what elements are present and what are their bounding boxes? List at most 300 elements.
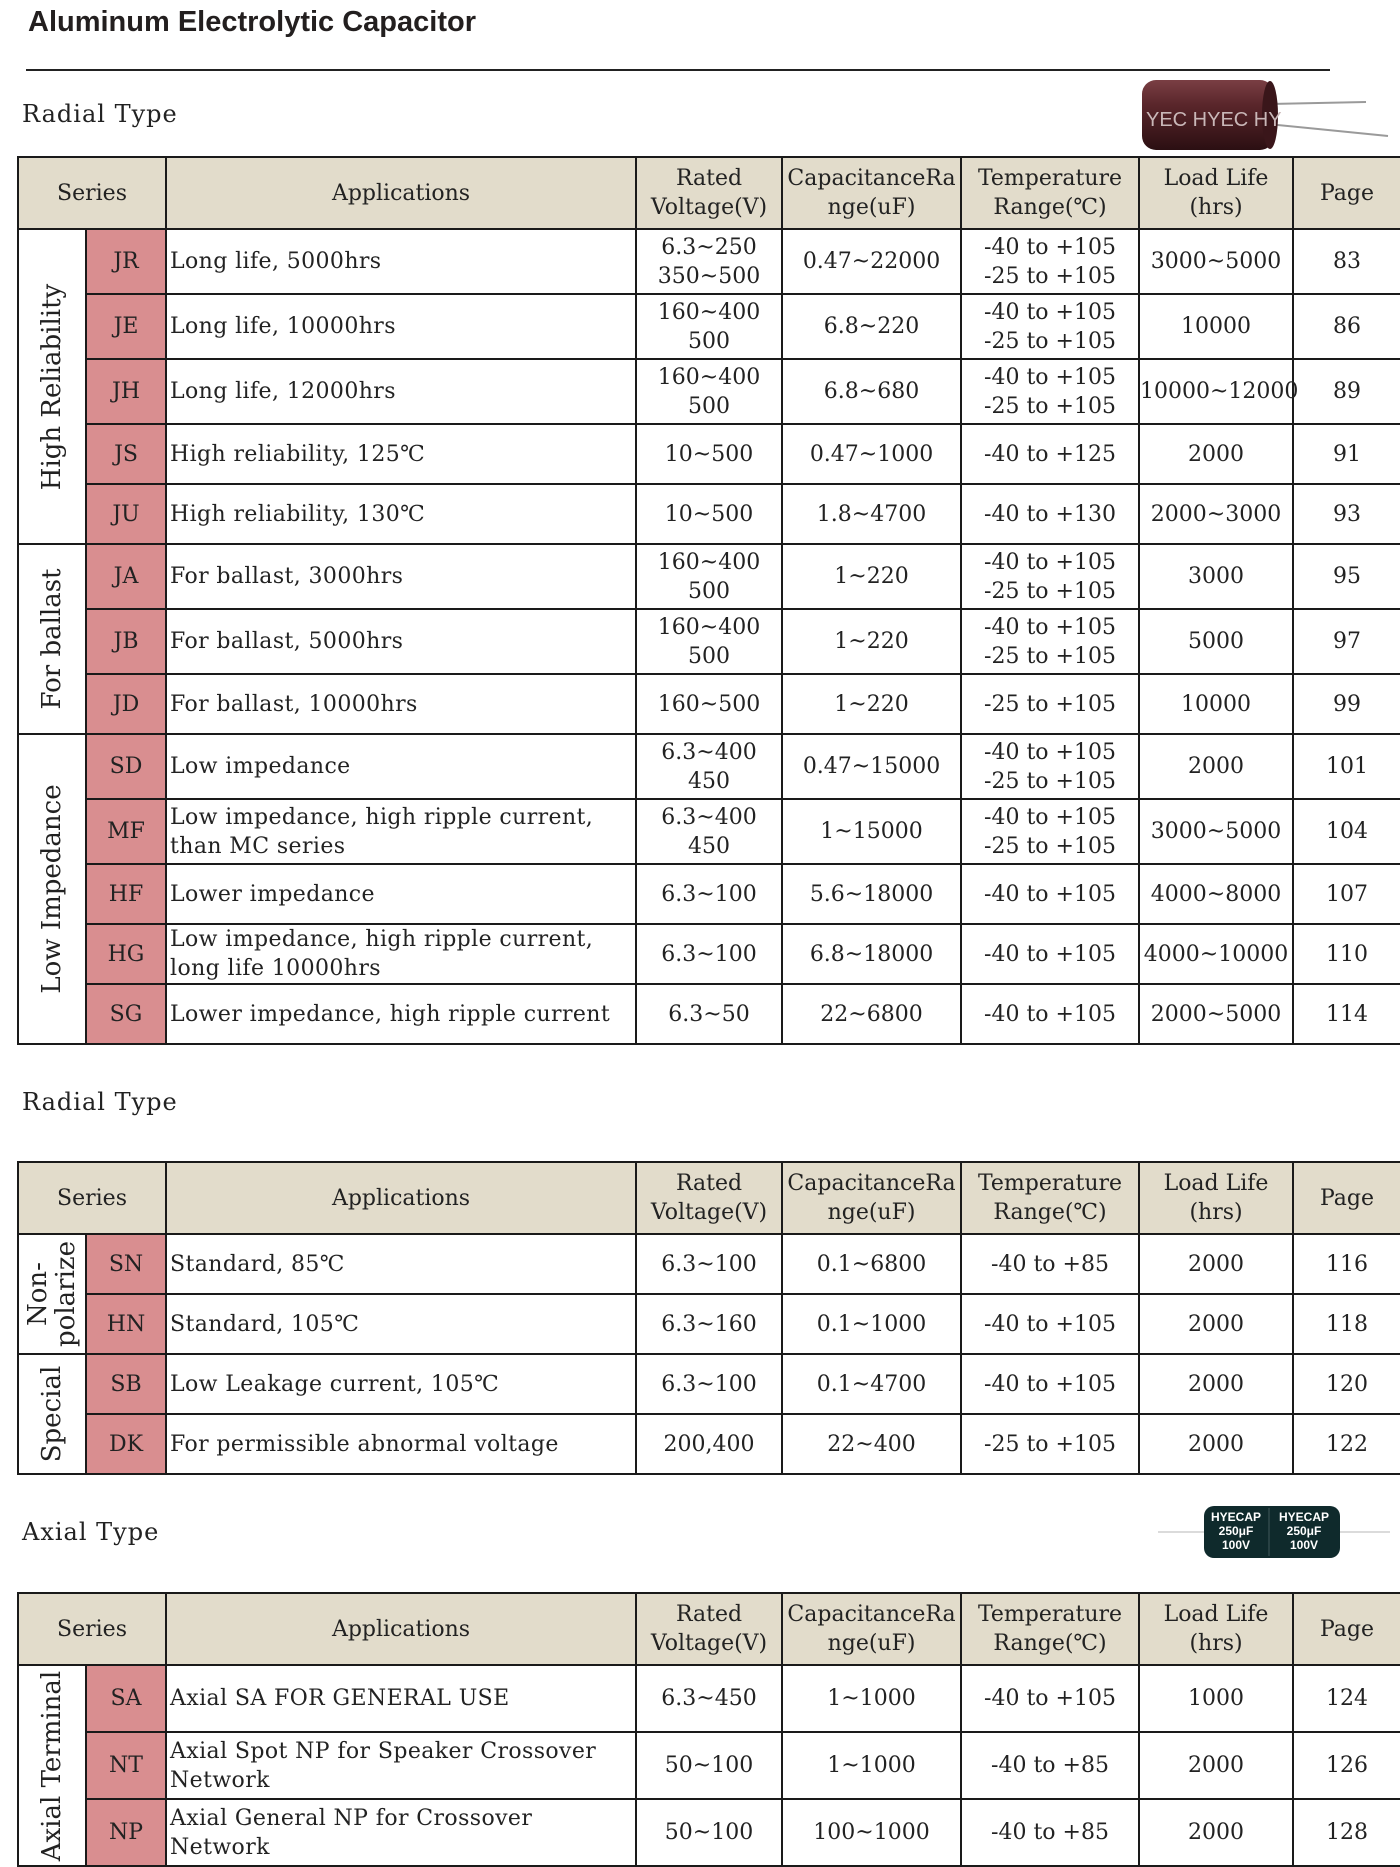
rated-voltage-line: 6.3~450 bbox=[661, 1686, 757, 1711]
header-temperature bbox=[961, 1593, 1139, 1665]
temperature-cell bbox=[961, 674, 1139, 734]
rated-voltage-line: 6.3~100 bbox=[661, 941, 757, 967]
temperature-line: -40 to +125 bbox=[984, 441, 1116, 467]
application-line: Long life, 5000hrs bbox=[170, 249, 382, 274]
load-life-cell: 2000 bbox=[1139, 1234, 1293, 1294]
series-code: DK bbox=[86, 1414, 166, 1474]
table-row bbox=[18, 924, 1400, 984]
header-row bbox=[18, 1593, 1400, 1665]
spec-table-1 bbox=[17, 156, 1400, 1045]
group-label: For ballast bbox=[37, 568, 67, 710]
application-line: For permissible abnormal voltage bbox=[170, 1431, 559, 1457]
header-capacitance-line: nge(uF) bbox=[827, 1631, 916, 1656]
axial-print-2-cap: 250μF bbox=[1286, 1524, 1322, 1538]
rated-voltage-cell bbox=[636, 1414, 782, 1474]
temperature-line: -25 to +105 bbox=[984, 1431, 1116, 1457]
series-code: JD bbox=[86, 674, 166, 734]
table-row bbox=[18, 359, 1400, 424]
header-load-life-line: (hrs) bbox=[1189, 195, 1243, 220]
temperature-cell bbox=[961, 1234, 1139, 1294]
series-code: SB bbox=[86, 1354, 166, 1414]
header-rated-voltage-line: Rated bbox=[675, 1602, 743, 1627]
rated-voltage-cell bbox=[636, 1665, 782, 1732]
temperature-line: -25 to +105 bbox=[984, 328, 1116, 354]
page-number-cell: 97 bbox=[1293, 609, 1400, 674]
page-number-cell: 118 bbox=[1293, 1294, 1400, 1354]
axial-capacitor-image bbox=[1158, 1502, 1390, 1562]
header-load-life bbox=[1139, 157, 1293, 229]
rated-voltage-line: 6.3~50 bbox=[668, 1001, 750, 1027]
header-load-life-line: Load Life bbox=[1163, 1171, 1269, 1196]
rated-voltage-line: 160~500 bbox=[657, 691, 761, 717]
application-line: Low impedance bbox=[170, 754, 351, 779]
rated-voltage-line: 500 bbox=[688, 393, 731, 419]
rated-voltage-line: 500 bbox=[688, 643, 731, 669]
header-page: Page bbox=[1293, 1593, 1400, 1665]
table-row bbox=[18, 734, 1400, 799]
group-label: Low Impedance bbox=[37, 784, 67, 994]
spec-table-3 bbox=[17, 1592, 1400, 1867]
group-label-cell bbox=[18, 1665, 86, 1866]
temperature-line: -25 to +105 bbox=[984, 691, 1116, 717]
header-load-life bbox=[1139, 1593, 1293, 1665]
page-number-cell: 86 bbox=[1293, 294, 1400, 359]
rated-voltage-cell bbox=[636, 924, 782, 984]
temperature-cell bbox=[961, 1799, 1139, 1866]
series-code: JU bbox=[86, 484, 166, 544]
page-number-cell: 104 bbox=[1293, 799, 1400, 864]
temperature-cell bbox=[961, 1665, 1139, 1732]
temperature-line: -40 to +105 bbox=[984, 1001, 1116, 1027]
temperature-line: -25 to +105 bbox=[984, 768, 1116, 794]
load-life-cell: 4000~10000 bbox=[1139, 924, 1293, 984]
capacitance-cell: 0.1~1000 bbox=[782, 1294, 961, 1354]
header-row bbox=[18, 157, 1400, 229]
series-code: SA bbox=[86, 1665, 166, 1732]
header-load-life-line: (hrs) bbox=[1189, 1631, 1243, 1656]
header-temperature-line: Temperature bbox=[977, 166, 1123, 191]
series-code: NP bbox=[86, 1799, 166, 1866]
temperature-line: -40 to +105 bbox=[984, 881, 1116, 907]
group-label-cell bbox=[18, 544, 86, 734]
temperature-cell bbox=[961, 734, 1139, 799]
load-life-cell: 2000 bbox=[1139, 424, 1293, 484]
page-number-cell: 89 bbox=[1293, 359, 1400, 424]
load-life-cell: 2000~3000 bbox=[1139, 484, 1293, 544]
page-number-cell: 110 bbox=[1293, 924, 1400, 984]
capacitance-cell: 22~6800 bbox=[782, 984, 961, 1044]
application-cell bbox=[166, 359, 636, 424]
group-label: Special bbox=[37, 1365, 67, 1463]
table-row bbox=[18, 424, 1400, 484]
temperature-line: -40 to +130 bbox=[984, 501, 1116, 527]
series-code: JE bbox=[86, 294, 166, 359]
series-code: SD bbox=[86, 734, 166, 799]
section-title-radial-2: Radial Type bbox=[22, 1088, 178, 1116]
load-life-cell: 3000 bbox=[1139, 544, 1293, 609]
axial-print-1-volt: 100V bbox=[1221, 1538, 1251, 1552]
page-number-cell: 128 bbox=[1293, 1799, 1400, 1866]
header-temperature-line: Range(℃) bbox=[993, 195, 1107, 220]
application-cell bbox=[166, 229, 636, 294]
load-life-cell: 2000 bbox=[1139, 1294, 1293, 1354]
page-number-cell: 91 bbox=[1293, 424, 1400, 484]
header-temperature-line: Range(℃) bbox=[993, 1200, 1107, 1225]
header-rated-voltage bbox=[636, 157, 782, 229]
header-temperature bbox=[961, 1162, 1139, 1234]
rated-voltage-cell bbox=[636, 544, 782, 609]
application-line: High reliability, 130℃ bbox=[170, 501, 426, 527]
table-row bbox=[18, 1354, 1400, 1414]
rated-voltage-cell bbox=[636, 1799, 782, 1866]
header-capacitance bbox=[782, 157, 961, 229]
load-life-cell: 2000 bbox=[1139, 734, 1293, 799]
series-code: SG bbox=[86, 984, 166, 1044]
page-number-cell: 107 bbox=[1293, 864, 1400, 924]
temperature-line: -25 to +105 bbox=[984, 578, 1116, 604]
application-cell bbox=[166, 1732, 636, 1799]
temperature-cell bbox=[961, 229, 1139, 294]
application-line: Low impedance, high ripple current, bbox=[170, 927, 594, 952]
application-cell bbox=[166, 294, 636, 359]
rated-voltage-line: 160~400 bbox=[657, 614, 761, 640]
application-line: Axial SA FOR GENERAL USE bbox=[170, 1686, 510, 1711]
application-cell bbox=[166, 924, 636, 984]
header-capacitance-line: CapacitanceRa bbox=[787, 166, 956, 191]
capacitance-cell: 100~1000 bbox=[782, 1799, 961, 1866]
capacitance-cell: 22~400 bbox=[782, 1414, 961, 1474]
capacitance-cell: 5.6~18000 bbox=[782, 864, 961, 924]
application-cell bbox=[166, 609, 636, 674]
application-line: Lower impedance, high ripple current bbox=[170, 1001, 611, 1027]
header-temperature bbox=[961, 157, 1139, 229]
capacitance-cell: 1~220 bbox=[782, 674, 961, 734]
rated-voltage-line: 6.3~400 bbox=[661, 804, 757, 830]
series-code: JR bbox=[86, 229, 166, 294]
rated-voltage-line: 6.3~250 bbox=[661, 234, 757, 260]
page-number-cell: 99 bbox=[1293, 674, 1400, 734]
page-number-cell: 124 bbox=[1293, 1665, 1400, 1732]
temperature-line: -40 to +105 bbox=[984, 1371, 1116, 1397]
header-capacitance-line: nge(uF) bbox=[827, 195, 916, 220]
rated-voltage-cell bbox=[636, 359, 782, 424]
load-life-cell: 2000 bbox=[1139, 1732, 1293, 1799]
rated-voltage-line: 50~100 bbox=[664, 1820, 754, 1845]
header-capacitance bbox=[782, 1593, 961, 1665]
application-cell bbox=[166, 1799, 636, 1866]
title-divider bbox=[26, 69, 1330, 71]
temperature-line: -25 to +105 bbox=[984, 263, 1116, 289]
temperature-cell bbox=[961, 484, 1139, 544]
temperature-line: -40 to +85 bbox=[991, 1753, 1109, 1778]
load-life-cell: 3000~5000 bbox=[1139, 799, 1293, 864]
rated-voltage-cell bbox=[636, 229, 782, 294]
load-life-cell: 10000 bbox=[1139, 674, 1293, 734]
load-life-cell: 3000~5000 bbox=[1139, 229, 1293, 294]
header-temperature-line: Temperature bbox=[977, 1171, 1123, 1196]
table-row bbox=[18, 229, 1400, 294]
load-life-cell: 2000 bbox=[1139, 1414, 1293, 1474]
temperature-cell bbox=[961, 924, 1139, 984]
page-number-cell: 114 bbox=[1293, 984, 1400, 1044]
header-capacitance-line: CapacitanceRa bbox=[787, 1602, 956, 1627]
temperature-line: -40 to +105 bbox=[984, 234, 1116, 260]
group-label: Non- polarize bbox=[23, 1241, 81, 1347]
rated-voltage-line: 6.3~160 bbox=[661, 1311, 757, 1337]
header-capacitance-line: CapacitanceRa bbox=[787, 1171, 956, 1196]
load-life-cell: 4000~8000 bbox=[1139, 864, 1293, 924]
page-number-cell: 116 bbox=[1293, 1234, 1400, 1294]
header-series: Series bbox=[18, 157, 166, 229]
table-row bbox=[18, 984, 1400, 1044]
header-applications: Applications bbox=[166, 1593, 636, 1665]
table-row bbox=[18, 799, 1400, 864]
radial-capacitor-image bbox=[1138, 76, 1398, 154]
series-code: JB bbox=[86, 609, 166, 674]
load-life-cell: 2000 bbox=[1139, 1799, 1293, 1866]
load-life-cell: 2000 bbox=[1139, 1354, 1293, 1414]
capacitance-cell: 6.8~680 bbox=[782, 359, 961, 424]
table-row bbox=[18, 1665, 1400, 1732]
application-line: For ballast, 5000hrs bbox=[170, 629, 404, 654]
rated-voltage-cell bbox=[636, 984, 782, 1044]
capacitance-cell: 1~1000 bbox=[782, 1732, 961, 1799]
temperature-line: -40 to +105 bbox=[984, 364, 1116, 390]
header-load-life-line: (hrs) bbox=[1189, 1200, 1243, 1225]
temperature-cell bbox=[961, 1732, 1139, 1799]
header-rated-voltage-line: Rated bbox=[675, 1171, 743, 1196]
header-temperature-line: Range(℃) bbox=[993, 1631, 1107, 1656]
load-life-cell: 10000 bbox=[1139, 294, 1293, 359]
series-code: SN bbox=[86, 1234, 166, 1294]
table-row bbox=[18, 544, 1400, 609]
capacitance-cell: 6.8~18000 bbox=[782, 924, 961, 984]
temperature-line: -25 to +105 bbox=[984, 393, 1116, 419]
capacitance-cell: 0.47~1000 bbox=[782, 424, 961, 484]
temperature-line: -40 to +105 bbox=[984, 739, 1116, 765]
application-line: Network bbox=[170, 1767, 270, 1793]
application-cell bbox=[166, 544, 636, 609]
application-line: High reliability, 125℃ bbox=[170, 441, 426, 467]
application-line: For ballast, 10000hrs bbox=[170, 691, 418, 717]
rated-voltage-line: 10~500 bbox=[664, 501, 754, 527]
header-rated-voltage-line: Voltage(V) bbox=[650, 195, 768, 220]
application-cell bbox=[166, 1354, 636, 1414]
section-title-axial: Axial Type bbox=[22, 1518, 160, 1546]
section-title-radial-1: Radial Type bbox=[22, 100, 178, 128]
rated-voltage-line: 350~500 bbox=[657, 263, 761, 289]
application-line: For ballast, 3000hrs bbox=[170, 564, 404, 589]
axial-print-2-volt: 100V bbox=[1289, 1538, 1319, 1552]
application-line: Low impedance, high ripple current, bbox=[170, 804, 594, 830]
rated-voltage-line: 6.3~100 bbox=[661, 1371, 757, 1397]
page-number-cell: 101 bbox=[1293, 734, 1400, 799]
rated-voltage-cell bbox=[636, 1294, 782, 1354]
rated-voltage-cell bbox=[636, 864, 782, 924]
header-row bbox=[18, 1162, 1400, 1234]
radial-capacitor-print: YEC HYEC HY bbox=[1146, 109, 1282, 131]
group-label: Axial Terminal bbox=[37, 1670, 67, 1861]
application-cell bbox=[166, 674, 636, 734]
series-code: JA bbox=[86, 544, 166, 609]
header-series: Series bbox=[18, 1162, 166, 1234]
temperature-cell bbox=[961, 1414, 1139, 1474]
capacitance-cell: 0.1~6800 bbox=[782, 1234, 961, 1294]
temperature-line: -40 to +105 bbox=[984, 549, 1116, 575]
application-line: Axial Spot NP for Speaker Crossover bbox=[170, 1738, 597, 1764]
axial-print-1-cap: 250μF bbox=[1218, 1524, 1254, 1538]
table-row bbox=[18, 1414, 1400, 1474]
rated-voltage-cell bbox=[636, 609, 782, 674]
page-number-cell: 95 bbox=[1293, 544, 1400, 609]
page-number-cell: 122 bbox=[1293, 1414, 1400, 1474]
rated-voltage-cell bbox=[636, 674, 782, 734]
series-code: MF bbox=[86, 799, 166, 864]
table-row bbox=[18, 1799, 1400, 1866]
rated-voltage-line: 10~500 bbox=[664, 441, 754, 467]
rated-voltage-cell bbox=[636, 1354, 782, 1414]
capacitance-cell: 0.47~22000 bbox=[782, 229, 961, 294]
table-row bbox=[18, 674, 1400, 734]
header-temperature-line: Temperature bbox=[977, 1602, 1123, 1627]
group-label-cell bbox=[18, 1354, 86, 1474]
temperature-line: -40 to +105 bbox=[984, 299, 1116, 325]
rated-voltage-line: 160~400 bbox=[657, 549, 761, 575]
rated-voltage-line: 450 bbox=[688, 768, 731, 794]
page-title: Aluminum Electrolytic Capacitor bbox=[28, 6, 476, 38]
table-row bbox=[18, 484, 1400, 544]
rated-voltage-cell bbox=[636, 799, 782, 864]
temperature-cell bbox=[961, 359, 1139, 424]
temperature-line: -40 to +105 bbox=[984, 1686, 1116, 1711]
application-line: Standard, 105℃ bbox=[170, 1311, 360, 1337]
temperature-line: -40 to +85 bbox=[991, 1820, 1109, 1845]
header-load-life-line: Load Life bbox=[1163, 1602, 1269, 1627]
application-line: long life 10000hrs bbox=[170, 956, 381, 981]
axial-print-1-brand: HYECAP bbox=[1210, 1510, 1262, 1524]
rated-voltage-line: 6.3~100 bbox=[661, 881, 757, 907]
rated-voltage-line: 450 bbox=[688, 833, 731, 859]
header-rated-voltage-line: Voltage(V) bbox=[650, 1200, 768, 1225]
application-line: Network bbox=[170, 1834, 270, 1860]
application-cell bbox=[166, 484, 636, 544]
series-code: HG bbox=[86, 924, 166, 984]
header-rated-voltage bbox=[636, 1593, 782, 1665]
load-life-cell: 10000~12000 bbox=[1139, 359, 1293, 424]
rated-voltage-cell bbox=[636, 294, 782, 359]
rated-voltage-cell bbox=[636, 1234, 782, 1294]
rated-voltage-line: 6.3~100 bbox=[661, 1251, 757, 1277]
header-applications: Applications bbox=[166, 1162, 636, 1234]
capacitance-cell: 1~220 bbox=[782, 544, 961, 609]
rated-voltage-line: 200,400 bbox=[663, 1431, 755, 1457]
temperature-line: -40 to +105 bbox=[984, 941, 1116, 967]
capacitance-cell: 1~15000 bbox=[782, 799, 961, 864]
capacitance-cell: 1~220 bbox=[782, 609, 961, 674]
temperature-cell bbox=[961, 294, 1139, 359]
header-capacitance bbox=[782, 1162, 961, 1234]
temperature-line: -40 to +85 bbox=[991, 1251, 1109, 1277]
spec-table-2 bbox=[17, 1161, 1400, 1475]
series-code: JS bbox=[86, 424, 166, 484]
group-label: High Reliability bbox=[37, 283, 67, 490]
temperature-line: -40 to +105 bbox=[984, 1311, 1116, 1337]
table-row bbox=[18, 609, 1400, 674]
application-cell bbox=[166, 1414, 636, 1474]
temperature-line: -25 to +105 bbox=[984, 643, 1116, 669]
load-life-cell: 5000 bbox=[1139, 609, 1293, 674]
application-line: than MC series bbox=[170, 833, 346, 859]
rated-voltage-cell bbox=[636, 484, 782, 544]
temperature-cell bbox=[961, 609, 1139, 674]
rated-voltage-line: 160~400 bbox=[657, 364, 761, 390]
header-rated-voltage-line: Rated bbox=[675, 166, 743, 191]
page-number-cell: 83 bbox=[1293, 229, 1400, 294]
page-number-cell: 126 bbox=[1293, 1732, 1400, 1799]
header-page: Page bbox=[1293, 1162, 1400, 1234]
series-code: HF bbox=[86, 864, 166, 924]
temperature-cell bbox=[961, 1354, 1139, 1414]
temperature-line: -40 to +105 bbox=[984, 804, 1116, 830]
application-cell bbox=[166, 1294, 636, 1354]
axial-print-2-brand: HYECAP bbox=[1278, 1510, 1330, 1524]
application-line: Lower impedance bbox=[170, 881, 375, 907]
table-row bbox=[18, 294, 1400, 359]
temperature-cell bbox=[961, 864, 1139, 924]
rated-voltage-line: 500 bbox=[688, 328, 731, 354]
series-code: HN bbox=[86, 1294, 166, 1354]
rated-voltage-line: 160~400 bbox=[657, 299, 761, 325]
temperature-cell bbox=[961, 544, 1139, 609]
temperature-line: -25 to +105 bbox=[984, 833, 1116, 859]
application-cell bbox=[166, 984, 636, 1044]
group-label-cell bbox=[18, 734, 86, 1044]
group-label-cell bbox=[18, 1234, 86, 1354]
application-cell bbox=[166, 1665, 636, 1732]
header-rated-voltage bbox=[636, 1162, 782, 1234]
rated-voltage-cell bbox=[636, 734, 782, 799]
header-applications: Applications bbox=[166, 157, 636, 229]
series-code: NT bbox=[86, 1732, 166, 1799]
series-code: JH bbox=[86, 359, 166, 424]
header-series: Series bbox=[18, 1593, 166, 1665]
rated-voltage-cell bbox=[636, 1732, 782, 1799]
application-line: Long life, 12000hrs bbox=[170, 379, 396, 404]
capacitance-cell: 1.8~4700 bbox=[782, 484, 961, 544]
capacitance-cell: 6.8~220 bbox=[782, 294, 961, 359]
application-cell bbox=[166, 1234, 636, 1294]
header-page: Page bbox=[1293, 157, 1400, 229]
capacitance-cell: 0.47~15000 bbox=[782, 734, 961, 799]
temperature-line: -40 to +105 bbox=[984, 614, 1116, 640]
application-line: Axial General NP for Crossover bbox=[170, 1805, 533, 1831]
load-life-cell: 2000~5000 bbox=[1139, 984, 1293, 1044]
table-row bbox=[18, 1234, 1400, 1294]
temperature-cell bbox=[961, 984, 1139, 1044]
capacitance-cell: 0.1~4700 bbox=[782, 1354, 961, 1414]
application-cell bbox=[166, 424, 636, 484]
application-line: Low Leakage current, 105℃ bbox=[170, 1371, 500, 1397]
rated-voltage-line: 50~100 bbox=[664, 1753, 754, 1778]
header-capacitance-line: nge(uF) bbox=[827, 1200, 916, 1225]
table-row bbox=[18, 1294, 1400, 1354]
application-cell bbox=[166, 734, 636, 799]
temperature-cell bbox=[961, 424, 1139, 484]
capacitance-cell: 1~1000 bbox=[782, 1665, 961, 1732]
application-line: Long life, 10000hrs bbox=[170, 314, 396, 339]
table-row bbox=[18, 1732, 1400, 1799]
rated-voltage-line: 6.3~400 bbox=[661, 739, 757, 765]
